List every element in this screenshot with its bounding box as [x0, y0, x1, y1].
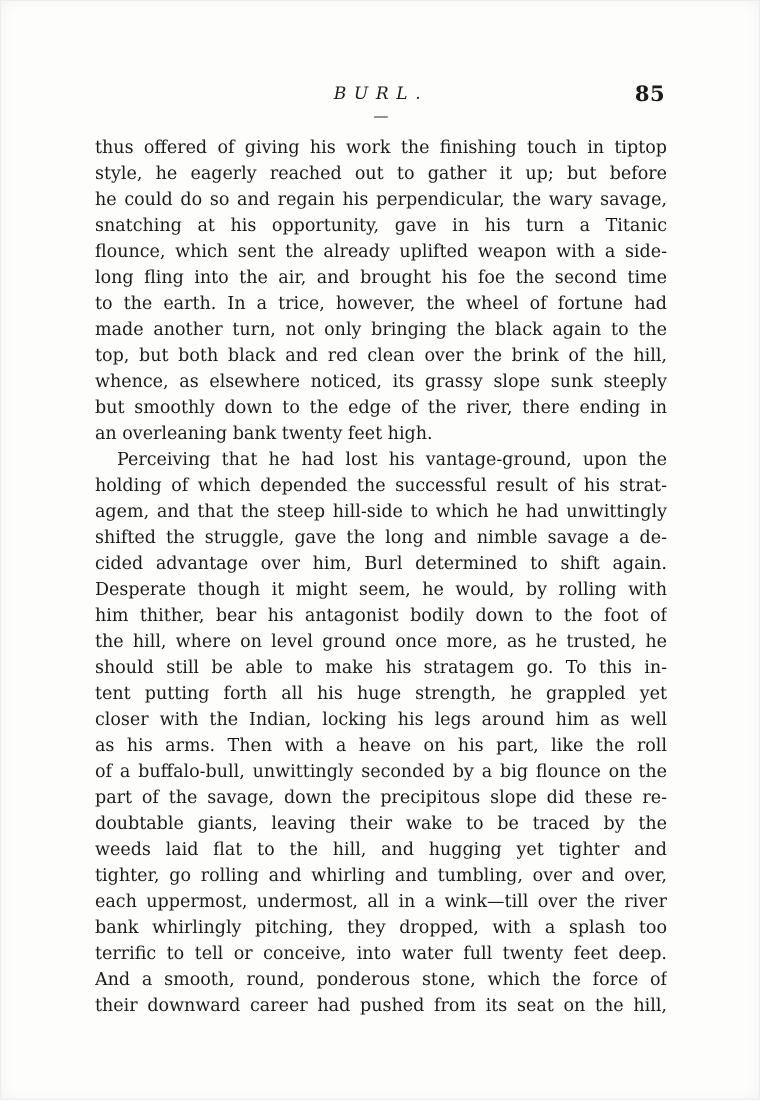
text-line: style, he eagerly reached out to gather it up; but before: [95, 164, 667, 184]
text-line: doubtable giants, leaving their wake to be traced by the: [95, 814, 667, 834]
header-ornament: —: [373, 107, 389, 125]
text-line: should still be able to make his stratagem go. To this in-: [95, 658, 667, 678]
text-line: the hill, where on level ground once more, as he trusted, he: [95, 632, 667, 652]
text-body: [95, 135, 667, 1019]
page-header: [95, 81, 667, 110]
text-line: as his arms. Then with a heave on his part, like the roll: [95, 736, 667, 756]
text-line: Perceiving that he had lost his vantage-ground, upon the: [117, 450, 667, 470]
text-line: terrific to tell or conceive, into water full twenty feet deep.: [95, 944, 667, 964]
text-line: agem, and that the steep hill-side to which he had unwittingly: [95, 502, 667, 522]
text-line: Desperate though it might seem, he would, by rolling with: [95, 580, 667, 600]
text-line: closer with the Indian, locking his legs around him as well: [95, 710, 667, 730]
text-line: part of the savage, down the precipitous slope did these re-: [95, 788, 667, 808]
text-line: each uppermost, undermost, all in a wink—till over the river: [95, 892, 667, 912]
text-line: their downward career had pushed from its seat on the hill,: [95, 996, 667, 1016]
text-line: he could do so and regain his perpendicular, the wary savage,: [95, 190, 667, 210]
text-line: made another turn, not only bringing the black again to the: [95, 320, 667, 340]
running-title: BURL.: [333, 84, 429, 104]
text-line: flounce, which sent the already uplifted weapon with a side-: [95, 242, 667, 262]
text-line: snatching at his opportunity, gave in his turn a Titanic: [95, 216, 667, 236]
text-line: holding of which depended the successful result of his strat-: [95, 476, 667, 496]
text-line: top, but both black and red clean over the brink of the hill,: [95, 346, 667, 366]
text-line: to the earth. In a trice, however, the wheel of fortune had: [95, 294, 667, 314]
paragraph: [95, 447, 667, 1019]
text-line: weeds laid flat to the hill, and hugging yet tighter and: [95, 840, 667, 860]
text-line: tent putting forth all his huge strength, he grappled yet: [95, 684, 667, 704]
text-line: And a smooth, round, ponderous stone, which the force of: [95, 970, 667, 990]
text-line: tighter, go rolling and whirling and tumbling, over and over,: [95, 866, 667, 886]
text-line: bank whirlingly pitching, they dropped, with a splash too: [95, 918, 667, 938]
page-content: [95, 81, 667, 1019]
text-line: shifted the struggle, gave the long and nimble savage a de-: [95, 528, 667, 548]
page-number: 85: [634, 81, 665, 106]
paragraph: [95, 135, 667, 447]
text-line: whence, as elsewhere noticed, its grassy slope sunk steeply: [95, 372, 667, 392]
text-line: thus offered of giving his work the finishing touch in tiptop: [95, 138, 667, 158]
text-line: long fling into the air, and brought his foe the second time: [95, 268, 667, 288]
text-line: but smoothly down to the edge of the river, there ending in: [95, 398, 667, 418]
text-line: of a buffalo-bull, unwittingly seconded by a big flounce on the: [95, 762, 667, 782]
text-line: cided advantage over him, Burl determined to shift again.: [95, 554, 667, 574]
text-line: him thither, bear his antagonist bodily down to the foot of: [95, 606, 667, 626]
text-line: an overleaning bank twenty feet high.: [95, 424, 433, 444]
